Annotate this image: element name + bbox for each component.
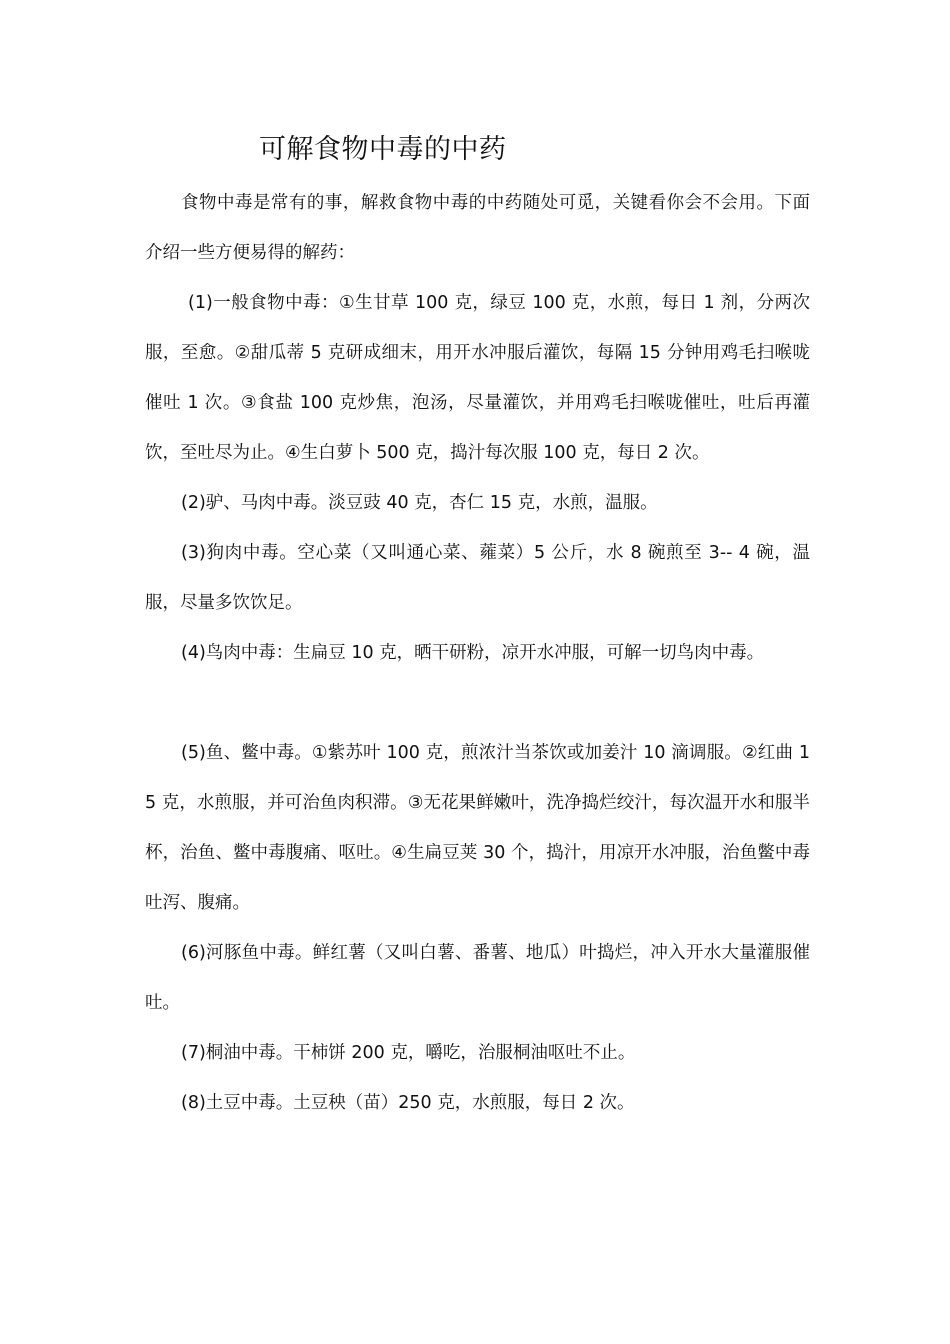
remedy-puffer-fish: (6)河豚鱼中毒。鲜红薯（又叫白薯、番薯、地瓜）叶捣烂，冲入开水大量灌服催吐。 — [145, 943, 810, 1013]
remedy-potato: (8)土豆中毒。土豆秧（苗）250 克，水煎服，每日 2 次。 — [181, 1093, 635, 1113]
remedy-bird-meat: (4)鸟肉中毒：生扁豆 10 克，晒干研粉，凉开水冲服，可解一切鸟肉中毒。 — [181, 643, 765, 663]
remedy-donkey-horse-meat: (2)驴、马肉中毒。淡豆豉 40 克，杏仁 15 克，水煎，温服。 — [181, 493, 658, 513]
intro-paragraph: 食物中毒是常有的事，解救食物中毒的中药随处可觅，关键看你会不会用。下面介绍一些方便易得的解药： — [145, 193, 810, 263]
remedy-general-food-poisoning: (1)一般食物中毒：①生甘草 100 克，绿豆 100 克，水煎，每日 1 剂，分两次服，至愈。②甜瓜蒂 5 克研成细末，用开水冲服后灌饮，每隔 15 分钟用鸡毛扫喉咙催吐 1 次。③食盐 100 克炒焦，泡汤，尽量灌饮，并用鸡毛扫喉咙催吐，吐后再灌饮，至吐尽为止。④生白萝卜 500 克，捣汁每次服 100 克，每日 2 次。 — [145, 293, 810, 463]
remedy-tung-oil: (7)桐油中毒。干柿饼 200 克，嚼吃，治服桐油呕吐不止。 — [181, 1043, 636, 1063]
paragraph-gap — [145, 678, 810, 728]
remedy-fish-turtle: (5)鱼、鳖中毒。①紫苏叶 100 克，煎浓汁当茶饮或加姜汁 10 滴调服。②红曲 15 克，水煎服，并可治鱼肉积滞。③无花果鲜嫩叶，洗净捣烂绞汁，每次温开水和服半杯，治鱼、鳖中毒腹痛、呕吐。④生扁豆荚 30 个，捣汁，用凉开水冲服，治鱼鳖中毒吐泻、腹痛。 — [145, 743, 810, 913]
document-title: 可解食物中毒的中药 — [259, 134, 507, 165]
document-body — [145, 178, 810, 1128]
remedy-dog-meat: (3)狗肉中毒。空心菜（又叫通心菜、蕹菜）5 公斤，水 8 碗煎至 3-- 4 碗，温服，尽量多饮饮足。 — [145, 543, 810, 613]
